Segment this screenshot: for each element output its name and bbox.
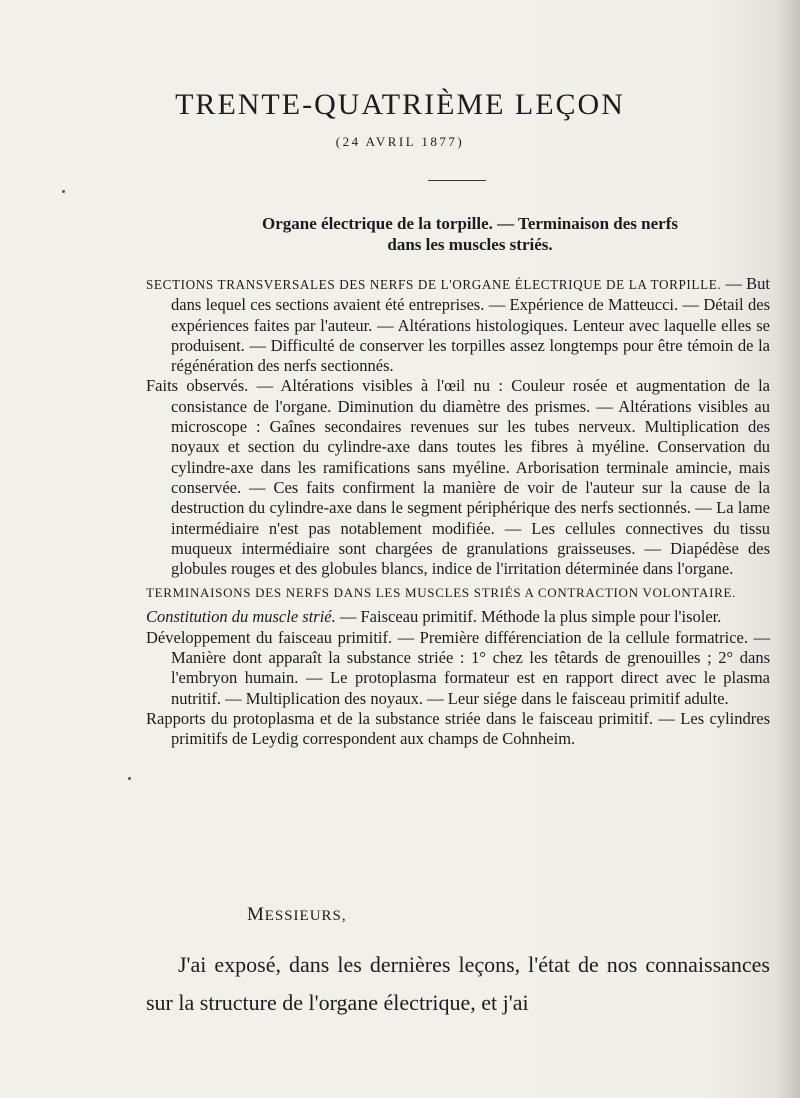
title-divider (428, 180, 486, 181)
salutation-initial: M (247, 904, 265, 925)
section-heading: TERMINAISONS DES NERFS DANS LES MUSCLES STRIÉS A CONTRACTION VOLONTAIRE. (146, 585, 737, 601)
summary-text: — Faisceau primitif. Méthode la plus simple pour l'isoler. (339, 607, 722, 627)
summary-paragraph (146, 607, 770, 627)
summary-lead-heading: Faits observés. (146, 376, 249, 396)
summary-lead-heading: SECTIONS TRANSVERSALES DES NERFS DE L'ORGANE ÉLECTRIQUE DE LA TORPILLE. (146, 277, 722, 292)
page-gutter-shadow (776, 0, 800, 1098)
body-text: J'ai exposé, dans les dernières leçons, l'état de nos connaissances sur la structure de l'organe électrique, et j'ai (146, 952, 770, 1015)
speck (62, 190, 65, 193)
summary-paragraph (146, 709, 770, 750)
summary-paragraph (146, 628, 770, 709)
lesson-date: (24 AVRIL 1877) (335, 134, 465, 149)
speck (128, 777, 131, 780)
salutation-rest: ESSIEURS, (264, 908, 347, 924)
summary-lead-heading: Constitution du muscle strié. (146, 607, 336, 627)
summary-paragraph (146, 376, 770, 579)
summary-paragraph (146, 274, 770, 376)
lesson-summary (146, 274, 770, 750)
summary-text: — Les cylindres primitifs de Leydig correspondent aux champs de Cohnheim. (171, 708, 771, 749)
summary-text: — But dans lequel ces sections avaient été entreprises. — Expérience de Matteucci. — Détail des expériences faites par l'auteur. — Altérations histologiques. Lenteur avec laquelle elles se produisent. — Difficulté de conserver les torpilles assez longtemps pour être témoin de la régénération des nerfs sectionnés. (171, 274, 771, 376)
summary-lead-heading: Développement du faisceau primitif. (146, 627, 393, 647)
salutation (247, 904, 347, 926)
summary-text: — Première différenciation de la cellule formatrice. — Manière dont apparaît la substance striée : 1° chez les têtards de grenouilles ; 2° dans l'embryon humain. — Le protoplasma formateur est en rapport direct avec le plasma nutritif. — Multiplication des noyaux. — Leur siége dans le faisceau primitif adulte. (171, 627, 770, 708)
summary-lead-heading: Rapports du protoplasma et de la substance striée dans le faisceau primitif. (146, 708, 653, 728)
lesson-title: TRENTE-QUATRIÈME LEÇON (175, 88, 625, 121)
subtitle-line-1: Organe électrique de la torpille. — Terminaison des nerfs (262, 214, 678, 233)
lesson-subtitle (150, 213, 790, 255)
summary-text: — Altérations visibles à l'œil nu : Couleur rosée et augmentation de la consistance de l'organe. Diminution du diamètre des prismes. — Altérations visibles au microscope : Gaînes secondaires revenues sur les tubes nerveux. Multiplication des noyaux et section du cylindre-axe dans toutes les fibres à myéline. Conservation du cylindre-axe dans les ramifications sans myéline. Arborisation terminale amincie, mais conservée. — Ces faits confirment la manière de voir de l'auteur sur la cause de la destruction du cylindre-axe dans le segment périphérique des nerfs sectionnés. — La lame intermédiaire n'est pas notablement modifiée. — Les cellules connectives du tissu muqueux intermédiaire sont chargées de granulations graisseuses. — Diapédèse des globules rouges et des globules blancs, indice de l'irritation déterminée dans l'organe. (171, 376, 771, 579)
subtitle-line-2: dans les muscles striés. (387, 235, 553, 254)
